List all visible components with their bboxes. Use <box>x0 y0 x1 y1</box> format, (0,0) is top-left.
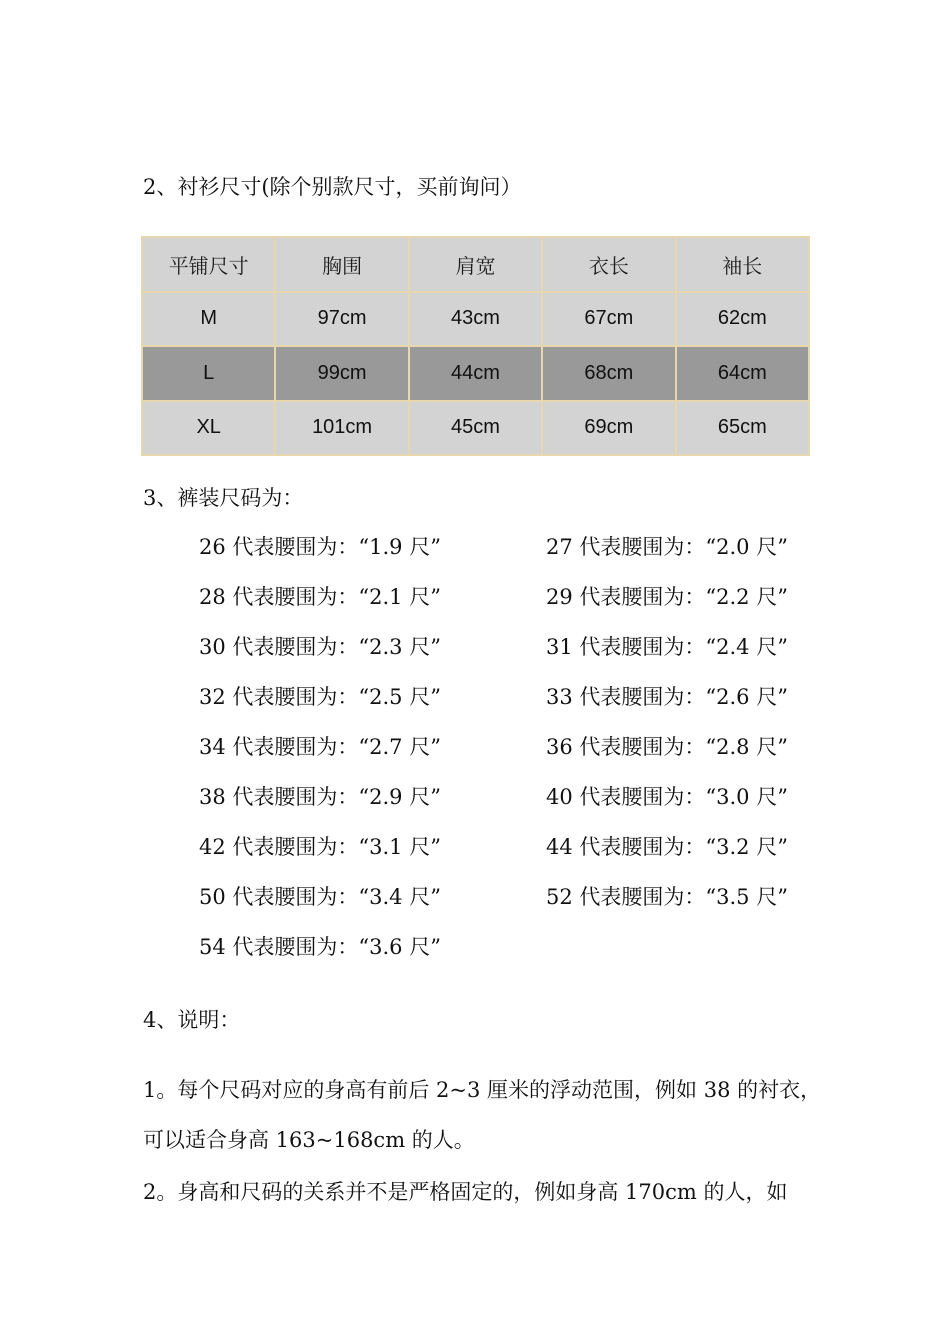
table-row <box>142 292 809 347</box>
waist-size-entry: 32 代表腰围为：“2.5 尺” <box>199 685 441 709</box>
table-cell: 99cm <box>275 346 408 401</box>
waist-size-entry: 52 代表腰围为：“3.5 尺” <box>546 885 788 909</box>
note-text: 可以适合身高 163~168cm 的人。 <box>143 1128 475 1152</box>
waist-size-entry: 44 代表腰围为：“3.2 尺” <box>546 835 788 859</box>
shirt-size-heading: 2、衬衫尺寸(除个别款尺寸，买前询问） <box>143 175 522 199</box>
table-cell: 44cm <box>409 346 542 401</box>
table-header-cell: 衣长 <box>542 237 675 292</box>
note-text: 1。每个尺码对应的身高有前后 2~3 厘米的浮动范围，例如 38 的衬衣， <box>143 1078 822 1102</box>
waist-size-entry: 27 代表腰围为：“2.0 尺” <box>546 535 788 559</box>
shirt-size-table <box>141 236 810 456</box>
waist-size-entry: 26 代表腰围为：“1.9 尺” <box>199 535 441 559</box>
waist-size-entry: 50 代表腰围为：“3.4 尺” <box>199 885 441 909</box>
table-cell: 69cm <box>542 401 675 456</box>
waist-size-entry: 54 代表腰围为：“3.6 尺” <box>199 935 441 959</box>
waist-size-entry: 42 代表腰围为：“3.1 尺” <box>199 835 441 859</box>
waist-size-entry: 34 代表腰围为：“2.7 尺” <box>199 735 441 759</box>
table-cell: L <box>142 346 275 401</box>
list-item <box>199 682 839 732</box>
waist-size-entry: 33 代表腰围为：“2.6 尺” <box>546 685 788 709</box>
waist-size-entry: 38 代表腰围为：“2.9 尺” <box>199 785 441 809</box>
table-row <box>142 401 809 456</box>
table-header-cell: 袖长 <box>676 237 809 292</box>
table-cell: 101cm <box>275 401 408 456</box>
list-item <box>199 732 839 782</box>
list-item <box>199 532 839 582</box>
note-text: 2。身高和尺码的关系并不是严格固定的，例如身高 170cm 的人，如 <box>143 1180 788 1204</box>
list-item <box>199 782 839 832</box>
table-header-row <box>142 237 809 292</box>
table-cell: 43cm <box>409 292 542 347</box>
table-cell: 62cm <box>676 292 809 347</box>
waist-size-list <box>199 532 839 982</box>
list-item <box>199 882 839 932</box>
list-item <box>199 582 839 632</box>
waist-size-entry: 36 代表腰围为：“2.8 尺” <box>546 735 788 759</box>
waist-size-entry: 40 代表腰围为：“3.0 尺” <box>546 785 788 809</box>
notes-heading: 4、说明： <box>143 1008 241 1032</box>
table-header-cell: 平铺尺寸 <box>142 237 275 292</box>
waist-size-entry: 28 代表腰围为：“2.1 尺” <box>199 585 441 609</box>
table-cell: XL <box>142 401 275 456</box>
pants-size-heading: 3、裤装尺码为： <box>143 486 304 510</box>
table-cell: 65cm <box>676 401 809 456</box>
table-header-cell: 胸围 <box>275 237 408 292</box>
table-cell: 97cm <box>275 292 408 347</box>
list-item <box>199 932 839 982</box>
waist-size-entry: 31 代表腰围为：“2.4 尺” <box>546 635 788 659</box>
table-header-cell: 肩宽 <box>409 237 542 292</box>
table-cell: 45cm <box>409 401 542 456</box>
waist-size-entry: 30 代表腰围为：“2.3 尺” <box>199 635 441 659</box>
table-cell: 64cm <box>676 346 809 401</box>
table-row <box>142 346 809 401</box>
table-cell: 68cm <box>542 346 675 401</box>
list-item <box>199 832 839 882</box>
table-cell: M <box>142 292 275 347</box>
list-item <box>199 632 839 682</box>
table-cell: 67cm <box>542 292 675 347</box>
waist-size-entry: 29 代表腰围为：“2.2 尺” <box>546 585 788 609</box>
